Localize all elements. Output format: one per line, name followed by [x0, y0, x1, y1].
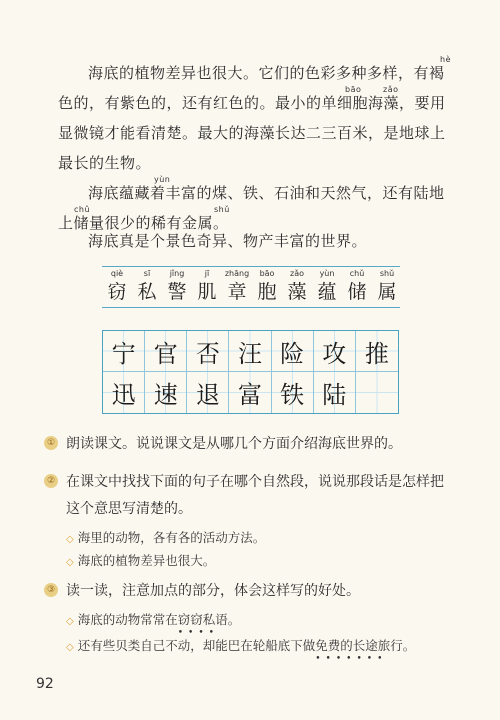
grid-cell: 迅: [103, 372, 145, 413]
grid-cell: 官: [145, 331, 187, 372]
vocab-item: bāo 胞: [257, 269, 277, 303]
p1-line-1: 海底的植物差异也很大。它们的色彩多种多样，有褐 hè: [88, 55, 451, 82]
diamond-bullet-icon: ◇: [66, 534, 74, 545]
pinyin-bao: bāo: [345, 85, 362, 94]
pinyin-he: hè: [440, 55, 451, 64]
exercise-3-sentence-1: ◇ 海底的动物常常在窃窃私语 •••• 。: [66, 612, 241, 638]
paragraph-3: 海底真是个景色奇异、物产丰富的世界。: [88, 232, 368, 250]
grid-cell: [356, 372, 398, 413]
vocab-item: zhāng 章: [224, 269, 250, 303]
new-words-strip: [102, 266, 400, 308]
p1-line-2: 色的，有紫色的，还有红色的。最小的单细胞海藻，要用 bāo zǎo: [58, 85, 446, 112]
vocab-item: shǔ 属: [377, 269, 397, 303]
grid-cell: 否: [187, 331, 229, 372]
vocab-item: jī 肌: [197, 269, 217, 303]
paragraph-1: [58, 55, 462, 178]
grid-cell: 速: [145, 372, 187, 413]
grid-cell: 推: [356, 331, 398, 372]
pinyin-chu: chǔ: [74, 205, 91, 214]
p2-line-2: 上储量很少的稀有金属。 chǔ shǔ: [58, 205, 230, 232]
exercise-3-sentence-2: ◇ 还有些贝类自己不动，却能巴在轮船底下做免费的长途旅行 ••••••• 。: [66, 638, 416, 664]
grid-cell: 退: [187, 372, 229, 413]
emphasis-dots: ••••: [177, 628, 219, 638]
vocab-item: yùn 蕴: [317, 269, 337, 303]
grid-cell: 铁: [272, 372, 314, 413]
exercise-number-badge: ①: [44, 436, 58, 450]
exercise-number-badge: ②: [44, 474, 58, 488]
grid-cell: 宁: [103, 331, 145, 372]
writing-grid: [102, 330, 399, 414]
vocab-item: chǔ 储: [347, 269, 367, 303]
emphasis-dots: •••••••: [315, 654, 388, 664]
pinyin-yun: yùn: [154, 175, 171, 184]
p1-line-4: 最长的生物。: [58, 154, 152, 172]
grid-cell: 富: [229, 372, 271, 413]
grid-cell: 汪: [229, 331, 271, 372]
vocab-item: zǎo 藻: [287, 269, 307, 303]
p1-line-3: 显微镜才能看清楚。最大的海藻长达二三百米，是地球上: [58, 124, 446, 142]
grid-cell: 险: [272, 331, 314, 372]
exercise-number-badge: ③: [44, 583, 58, 597]
exercise-2-sentence-2: ◇ 海底的植物差异也很大。: [66, 553, 216, 568]
p2-line-1: 海底蕴藏着丰富的煤、铁、石油和天然气，还有陆地 yùn: [88, 175, 445, 202]
textbook-page: 海底的植物差异也很大。它们的色彩多种多样，有褐 hè 色的，有紫色的，还有红色的。最小的单细胞海藻，要用 bāo zǎo 显微镜才能看清楚。最大的海藻长达二三百米，是地球上 最长的生物。 海底蕴藏着丰富的煤、铁、石油和天然气，还有陆地 yùn 上储量很少的稀有金属。 chǔ shǔ 海底真是个景色奇异、物产丰富的世界。 qiè 窃 sī 私 jǐng 警 jī 肌 zhāng 章 bāo 胞 zǎo 藻 yùn 蕴 chǔ 储 shǔ 属 宁 官 否 汪 险 攻 推 迅 速 退 富 铁 陆 ① 朗读课文。说说课文是从哪几个方面介绍海底世界的。 ② 在课文中找找下面的句子在哪个自然段，说说那段话是怎样把 这个意思写清楚的。 ◇ 海里的动物，各有各的活动方法。 ◇ 海底的植物差异也很大。 ③ 读一读，注意加点的部分，体会这样写的好处。 ◇ 海底的动物常常在窃窃私语 •••• 。 ◇ 还有些贝类自己不动，却能巴在轮船底下做免费的长途旅行 ••••••• 。 92: [0, 0, 500, 720]
emphasis-dotted-text: 免费的长途旅行 •••••••: [315, 638, 403, 664]
pinyin-shu: shǔ: [214, 205, 230, 214]
vocab-item: qiè 窃: [107, 269, 127, 303]
diamond-bullet-icon: ◇: [66, 642, 74, 653]
vocab-item: jǐng 警: [167, 269, 187, 303]
pinyin-zao: zǎo: [383, 85, 399, 94]
page-number: 92: [36, 676, 54, 692]
diamond-bullet-icon: ◇: [66, 557, 74, 568]
grid-cell: 攻: [314, 331, 356, 372]
emphasis-dotted-text: 窃窃私语 ••••: [177, 612, 228, 638]
diamond-bullet-icon: ◇: [66, 616, 74, 627]
grid-cell: 陆: [314, 372, 356, 413]
exercise-2-sentence-1: ◇ 海里的动物，各有各的活动方法。: [66, 530, 266, 545]
vocab-item: sī 私: [137, 269, 157, 303]
